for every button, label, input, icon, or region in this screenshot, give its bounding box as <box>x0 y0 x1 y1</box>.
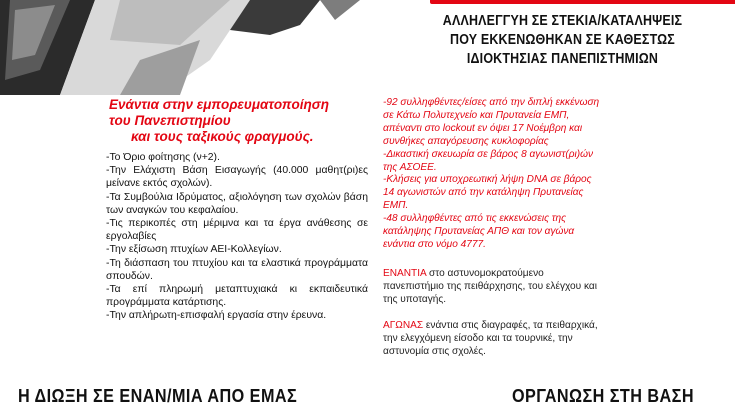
left-list <box>106 151 368 323</box>
list-item: -Την εξίσωση πτυχίων ΑΕΙ-Κολλεγίων. <box>106 244 282 256</box>
against-paragraph <box>383 268 605 307</box>
left-title-line: και τους ταξικούς φραγμούς. <box>131 129 314 144</box>
list-item: -Δικαστική σκευωρία σε βάρος 8 αγωνιστ(ρι)ών της ΑΣΟΕΕ. <box>383 148 594 173</box>
header-title <box>423 12 703 69</box>
struggle-text: ενάντια στις διαγραφές, τα πειθαρχικά, την ελεγχόμενη είσοδο και τα τουρνικέ, την αστυνομία στις σχολές. <box>383 320 598 357</box>
struggle-paragraph <box>383 320 605 359</box>
list-item: -92 συλληφθέντες/είσες από την διπλή εκκένωση σε Κάτω Πολυτεχνείο και Πρυτανεία ΕΜΠ, απέναντι στο lockout εν όψει 17 Νοέμβρη και συνθήκες απαγόρευσης κυκλοφορίας <box>383 97 600 147</box>
footer-right-title: ΟΡΓΑΝΩΣΗ ΣΤΗ ΒΑΣΗ <box>512 386 694 406</box>
against-keyword: ΕΝΑΝΤΙΑ <box>383 268 427 279</box>
header-line: ΙΔΙΟΚΤΗΣΙΑΣ ΠΑΝΕΠΙΣΤΗΜΙΩΝ <box>466 51 659 67</box>
list-item: -Τα Συμβούλια Ιδρύματος, αξιολόγηση των σχολών βάση των αναγκών του κεφαλαίου. <box>106 191 368 216</box>
footer-left-title: Η ΔΙΩΞΗ ΣΕ ΕΝΑΝ/ΜΙΑ ΑΠΟ ΕΜΑΣ <box>18 386 298 406</box>
left-title-line: του Πανεπιστημίου <box>109 113 231 128</box>
list-item: -Τις περικοπές στη μέριμνα και τα έργα ανάθεσης σε εργολαβίες <box>106 218 368 243</box>
list-item: -Τα επί πληρωμή μεταπτυχιακά κι εκπαιδευτικά προγράμματα κατάρτισης. <box>106 284 368 309</box>
struggle-keyword: ΑΓΩΝΑΣ <box>383 320 424 331</box>
header-accent-bar <box>430 0 735 4</box>
list-item: -Την απλήρωτη-επισφαλή εργασία στην έρευνα. <box>106 310 327 322</box>
list-item: -Το Όριο φοίτησης (ν+2). <box>106 152 220 163</box>
header-line: ΠΟΥ ΕΚΚΕΝΩΘΗΚΑΝ ΣΕ ΚΑΘΕΣΤΩΣ <box>450 32 675 48</box>
left-title-line: Ενάντια στην εμπορευματοποίηση <box>109 97 329 112</box>
right-column <box>383 97 605 252</box>
list-item: -Την Ελάχιστη Βάση Εισαγωγής (40.000 μαθητ(ρι)ες μείνανε εκτός σχολών). <box>106 165 368 190</box>
against-text: στο αστυνομοκρατούμενο πανεπιστήμιο της πειθάρχησης, του ελέγχου και της υποταγής. <box>383 268 597 305</box>
list-item: -Τη διάσπαση του πτυχίου και τα ελαστικά προγράμματα σπουδών. <box>106 257 368 282</box>
left-title <box>109 97 368 145</box>
list-item: -Κλήσεις για υποχρεωτική λήψη DNA σε βάρος 14 αγωνιστών από την κατάληψη Πρυτανείας ΕΜΠ. <box>383 174 592 212</box>
header-line: ΑΛΛΗΛΕΓΓΥΗ ΣΕ ΣΤΕΚΙΑ/ΚΑΤΑΛΗΨΕΙΣ <box>442 13 683 29</box>
list-item: -48 συλληφθέντες από τις εκκενώσεις της κατάληψης Πρυτανείας ΑΠΘ και τον αγώνα ενάντια στο νόμο 4777. <box>383 213 575 250</box>
left-column <box>106 97 368 323</box>
